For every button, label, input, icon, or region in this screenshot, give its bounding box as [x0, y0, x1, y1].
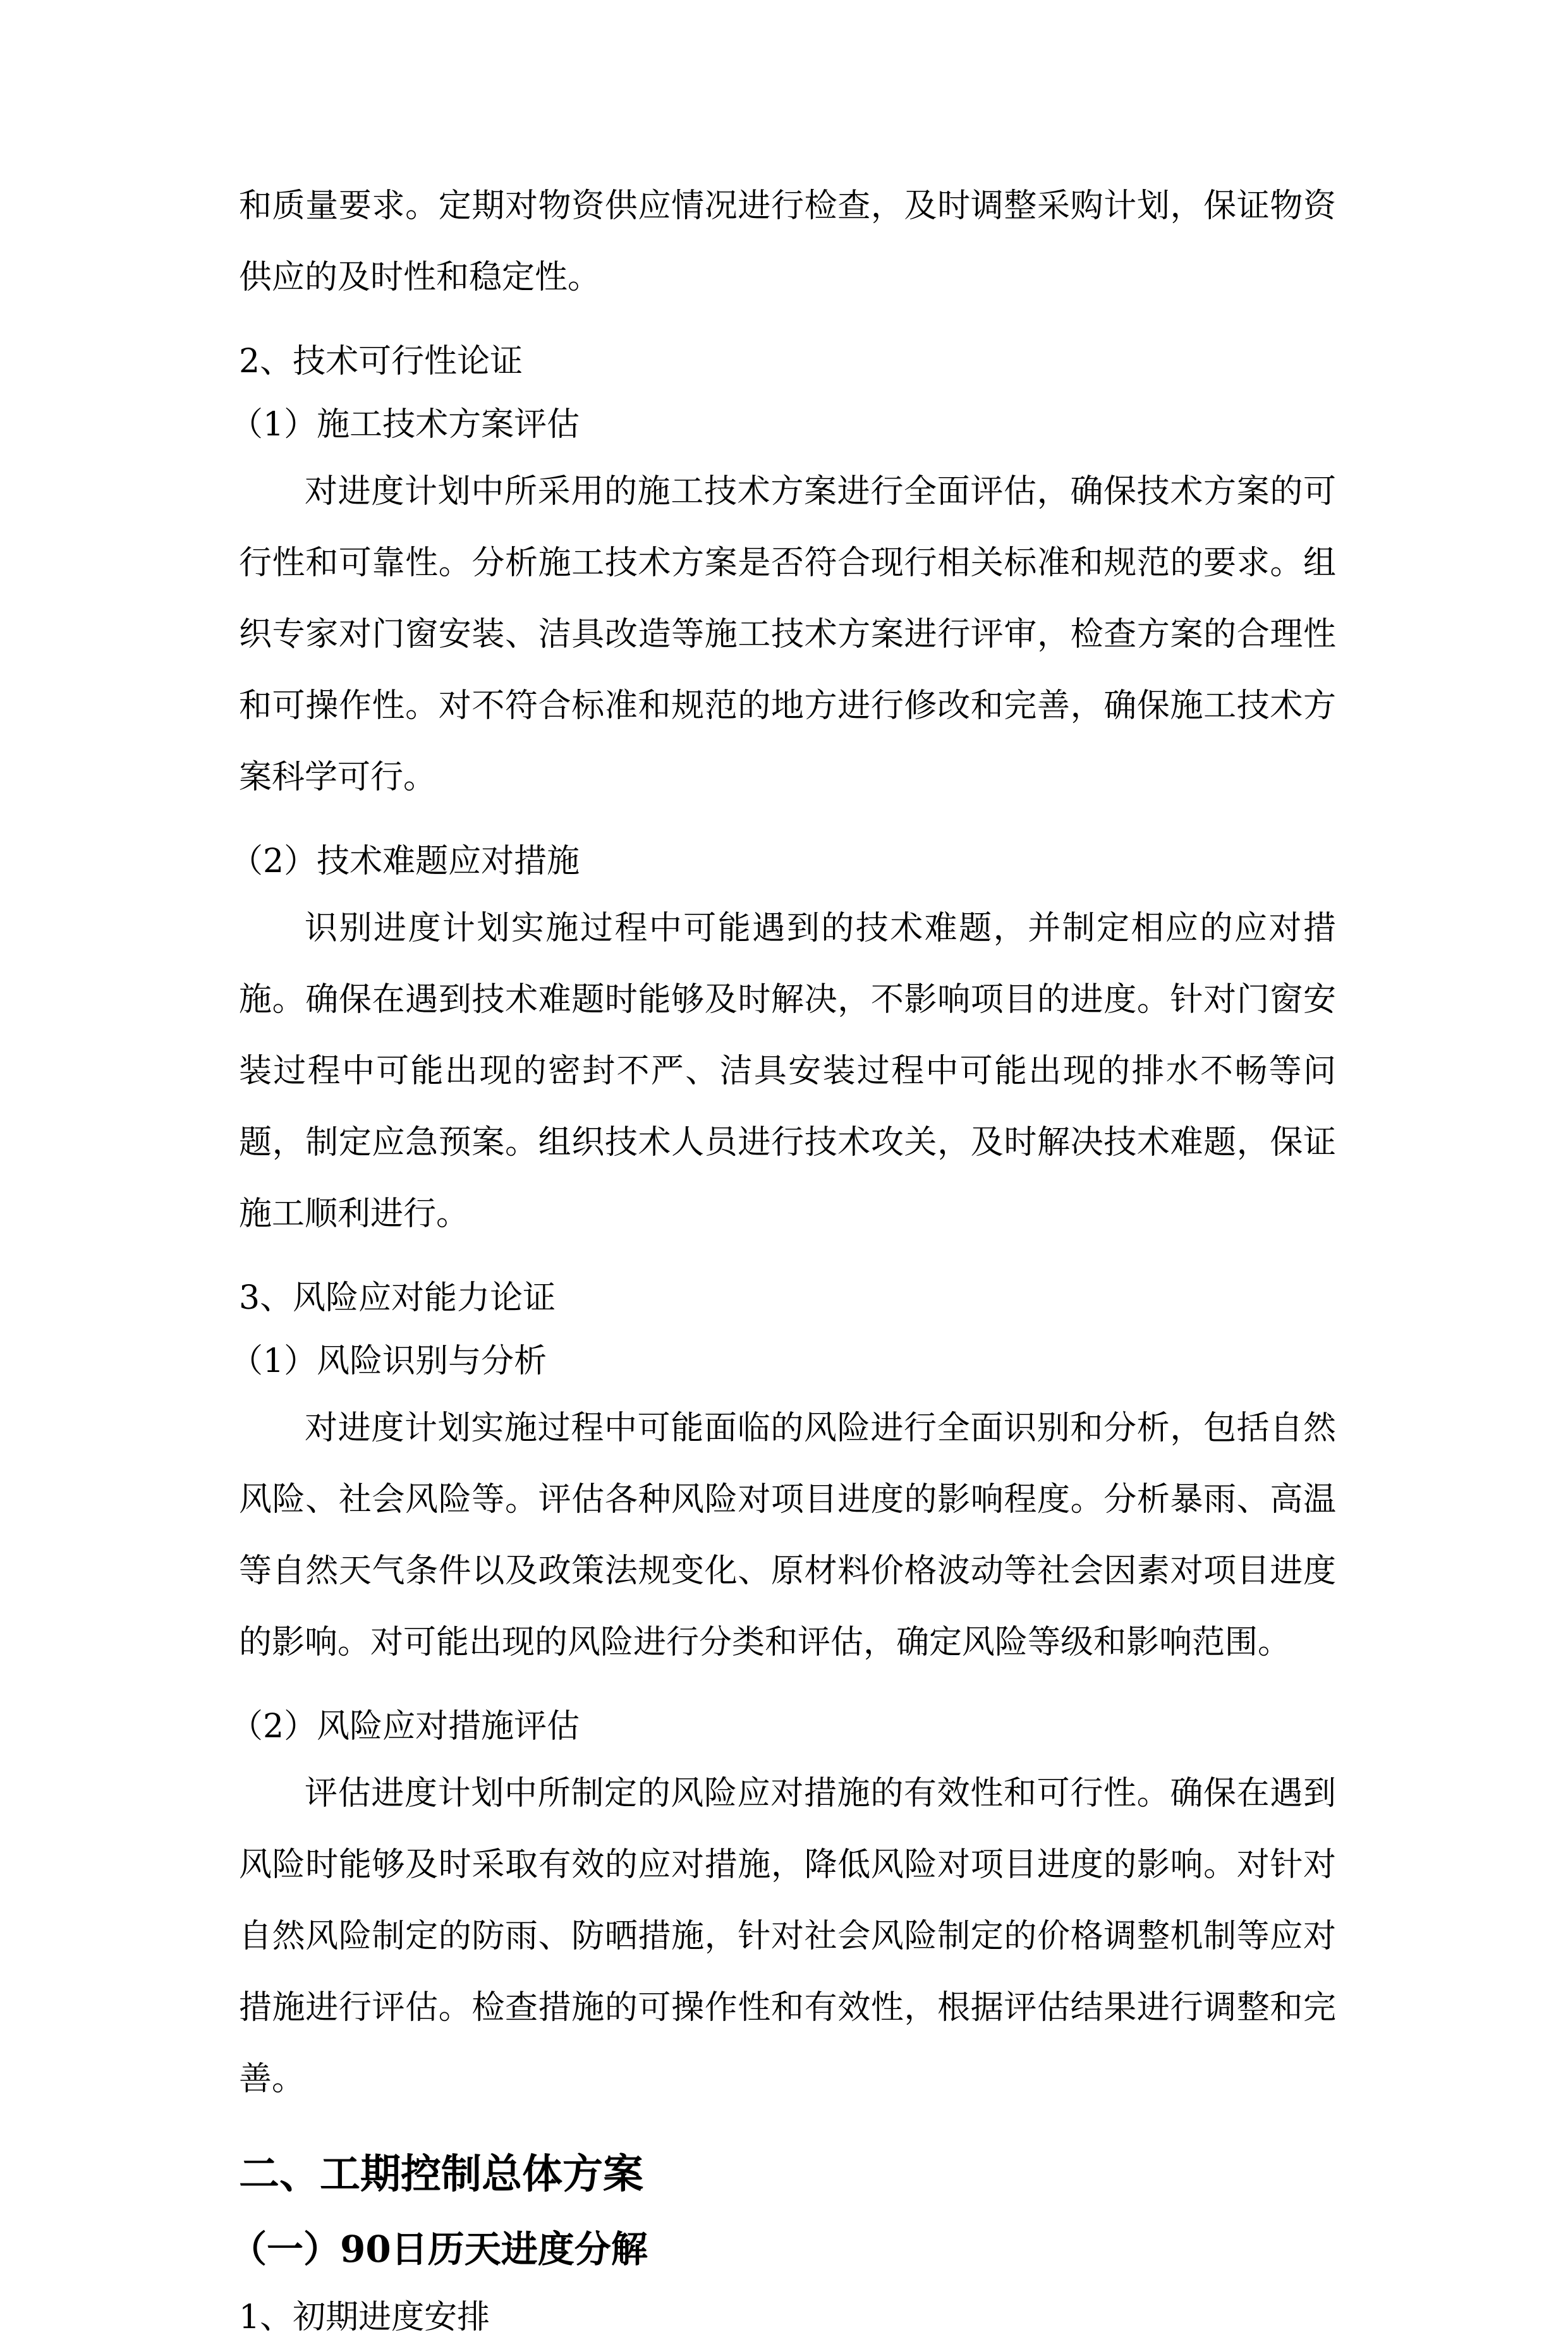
paragraph-risk-measures-eval: 评估进度计划中所制定的风险应对措施的有效性和可行性。确保在遇到风险时能够及时采取有效的应对措施，降低风险对项目进度的影响。对针对自然风险制定的防雨、防晒措施，针对社会风险制定的价格调整机制等应对措施进行评估。检查措施的可操作性和有效性，根据评估结果进行调整和完善。 — [239, 1775, 1336, 2098]
heading-schedule-overall: 二、工期控制总体方案 — [239, 2151, 643, 2198]
paragraph-tech-difficulty: 识别进度计划实施过程中可能遇到的技术难题，并制定相应的应对措施。确保在遇到技术难题时能够及时解决，不影响项目的进度。针对门窗安装过程中可能出现的密封不严、洁具安装过程中可能出现的排水不畅等问题，制定应急预案。组织技术人员进行技术攻关，及时解决技术难题，保证施工顺利进行。 — [239, 909, 1336, 1233]
heading-risk-identification: （1）风险识别与分析 — [230, 1342, 547, 1380]
heading-risk-capability: 3、风险应对能力论证 — [239, 1279, 556, 1317]
paragraph-material-supply: 和质量要求。定期对物资供应情况进行检查，及时调整采购计划，保证物资供应的及时性和稳定性。 — [239, 187, 1336, 296]
paragraph-tech-plan-eval: 对进度计划中所采用的施工技术方案进行全面评估，确保技术方案的可行性和可靠性。分析施工技术方案是否符合现行相关标准和规范的要求。组织专家对门窗安装、洁具改造等施工技术方案进行评审，检查方案的合理性和可操作性。对不符合标准和规范的地方进行修改和完善，确保施工技术方案科学可行。 — [239, 473, 1336, 796]
heading-tech-difficulty: （2）技术难题应对措施 — [230, 842, 580, 880]
heading-tech-feasibility: 2、技术可行性论证 — [239, 343, 523, 380]
heading-initial-schedule: 1、初期进度安排 — [239, 2298, 490, 2336]
heading-ninety-day: （一）90日历天进度分解 — [230, 2228, 648, 2271]
paragraph-risk-identification: 对进度计划实施过程中可能面临的风险进行全面识别和分析，包括自然风险、社会风险等。评估各种风险对项目进度的影响程度。分析暴雨、高温等自然天气条件以及政策法规变化、原材料价格波动等社会因素对项目进度的影响。对可能出现的风险进行分类和评估，确定风险等级和影响范围。 — [239, 1409, 1336, 1661]
heading-risk-measures-eval: （2）风险应对措施评估 — [230, 1708, 580, 1745]
heading-tech-plan-eval: （1）施工技术方案评估 — [230, 406, 580, 444]
document-page — [230, 171, 1336, 2349]
